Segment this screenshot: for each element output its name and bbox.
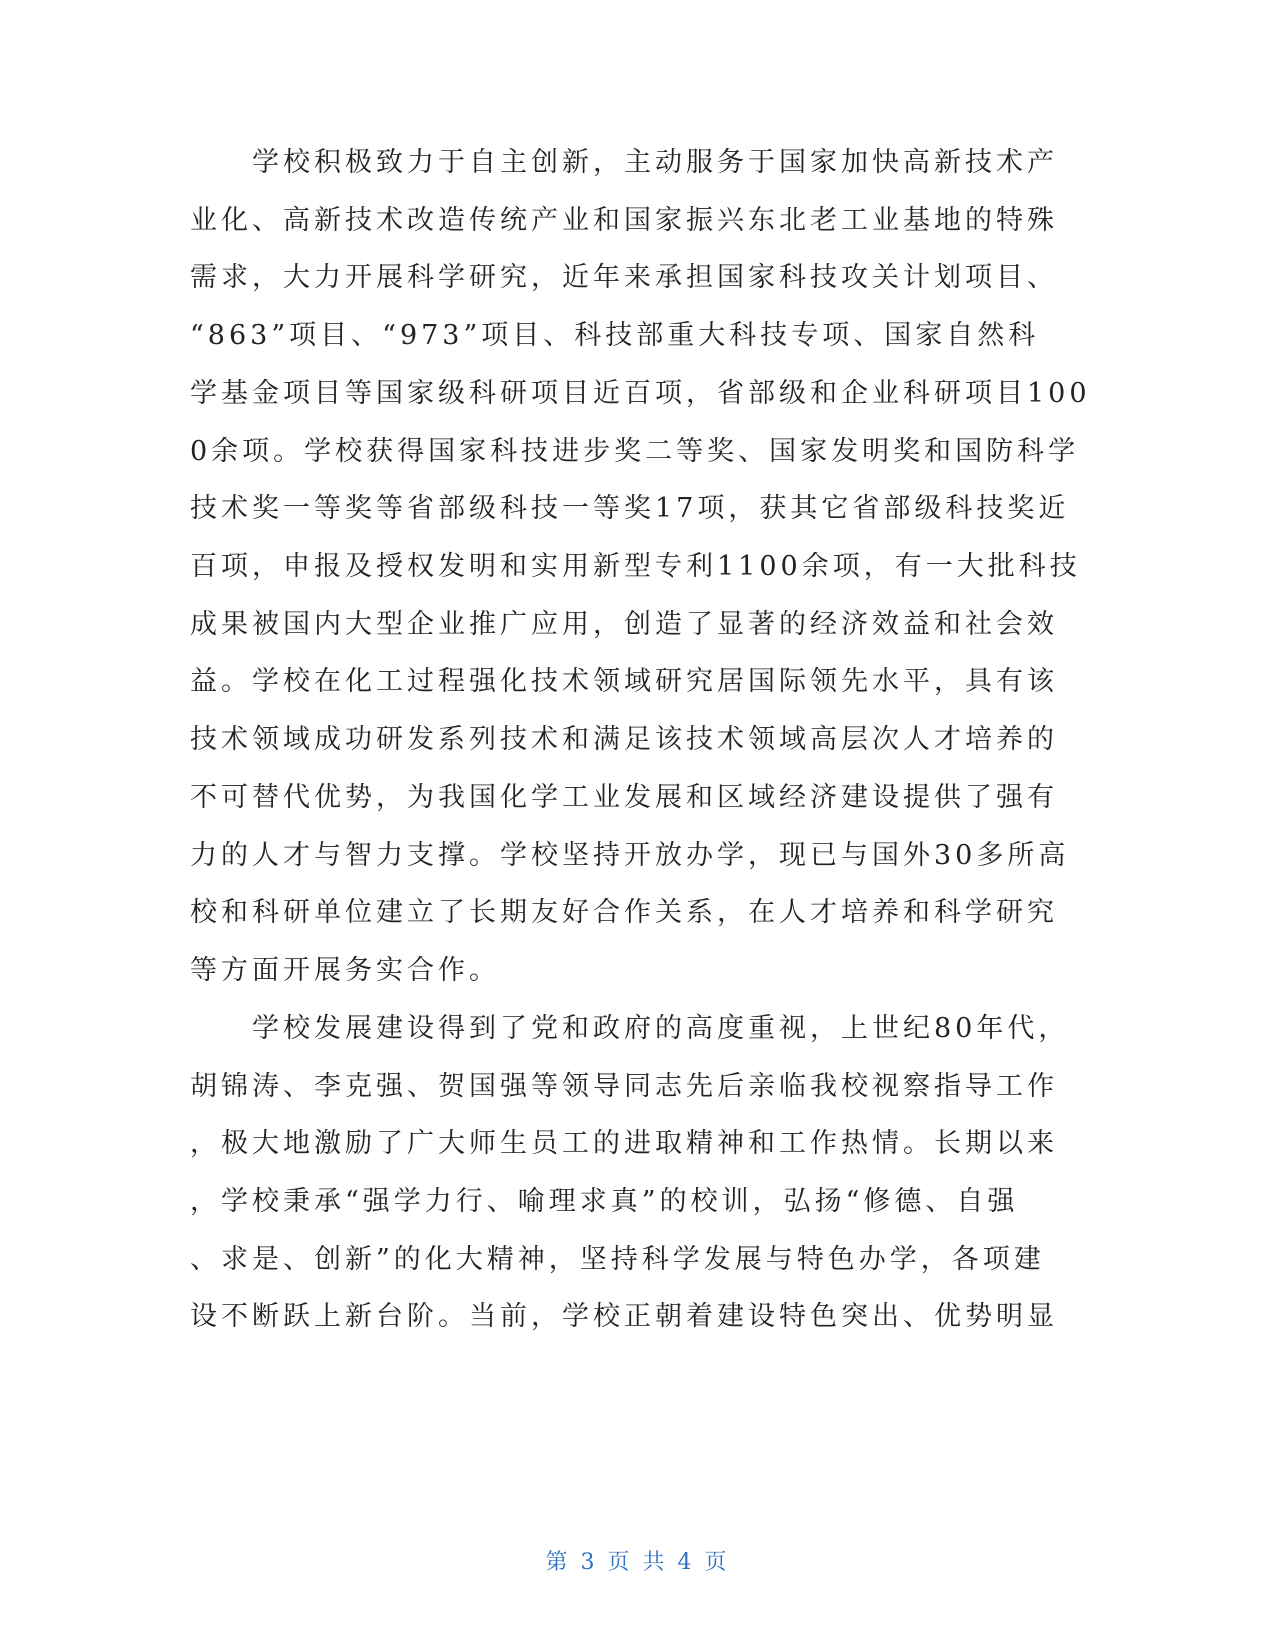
body-text-line: 需求，大力开展科学研究，近年来承担国家科技攻关计划项目、 (190, 262, 1058, 293)
body-text-line: 校和科研单位建立了长期友好合作关系，在人才培养和科学研究 (190, 897, 1058, 928)
body-text-line: 技术奖一等奖等省部级科技一等奖17项，获其它省部级科技奖近 (190, 493, 1070, 524)
body-text-line: 技术领域成功研发系列技术和满足该技术领域高层次人才培养的 (190, 724, 1058, 755)
body-text-line: 学基金项目等国家级科研项目近百项，省部级和企业科研项目100 (190, 378, 1091, 409)
body-text-line: 成果被国内大型企业推广应用，创造了显著的经济效益和社会效 (190, 609, 1058, 640)
body-text-line: 学校积极致力于自主创新，主动服务于国家加快高新技术产 (190, 147, 1058, 178)
body-text-line: 力的人才与智力支撑。学校坚持开放办学，现已与国外30多所高 (190, 840, 1070, 871)
body-text-line: 、求是、创新”的化大精神，坚持科学发展与特色办学，各项建 (190, 1244, 1045, 1275)
body-text-line: 百项，申报及授权发明和实用新型专利1100余项，有一大批科技 (190, 551, 1081, 582)
body-text-line: 0余项。学校获得国家科技进步奖二等奖、国家发明奖和国防科学 (190, 436, 1080, 467)
body-text-line: 等方面开展务实合作。 (190, 955, 500, 986)
body-text-line: 设不断跃上新台阶。当前，学校正朝着建设特色突出、优势明显 (190, 1301, 1058, 1332)
body-text-line: ，极大地激励了广大师生员工的进取精神和工作热情。长期以来 (190, 1128, 1058, 1159)
body-text-line: 业化、高新技术改造传统产业和国家振兴东北老工业基地的特殊 (190, 205, 1058, 236)
body-text-line: 不可替代优势，为我国化学工业发展和区域经济建设提供了强有 (190, 782, 1058, 813)
body-text-line: 益。学校在化工过程强化技术领域研究居国际领先水平，具有该 (190, 666, 1058, 697)
body-text-line: 学校发展建设得到了党和政府的高度重视，上世纪80年代， (190, 1013, 1070, 1044)
body-text-line: 胡锦涛、李克强、贺国强等领导同志先后亲临我校视察指导工作 (190, 1071, 1058, 1102)
body-text-line: “863”项目、“973”项目、科技部重大科技专项、国家自然科 (190, 320, 1040, 351)
page-number-footer: 第 3 页 共 4 页 (545, 1550, 730, 1575)
body-text-line: ，学校秉承“强学力行、喻理求真”的校训，弘扬“修德、自强 (190, 1186, 1019, 1217)
